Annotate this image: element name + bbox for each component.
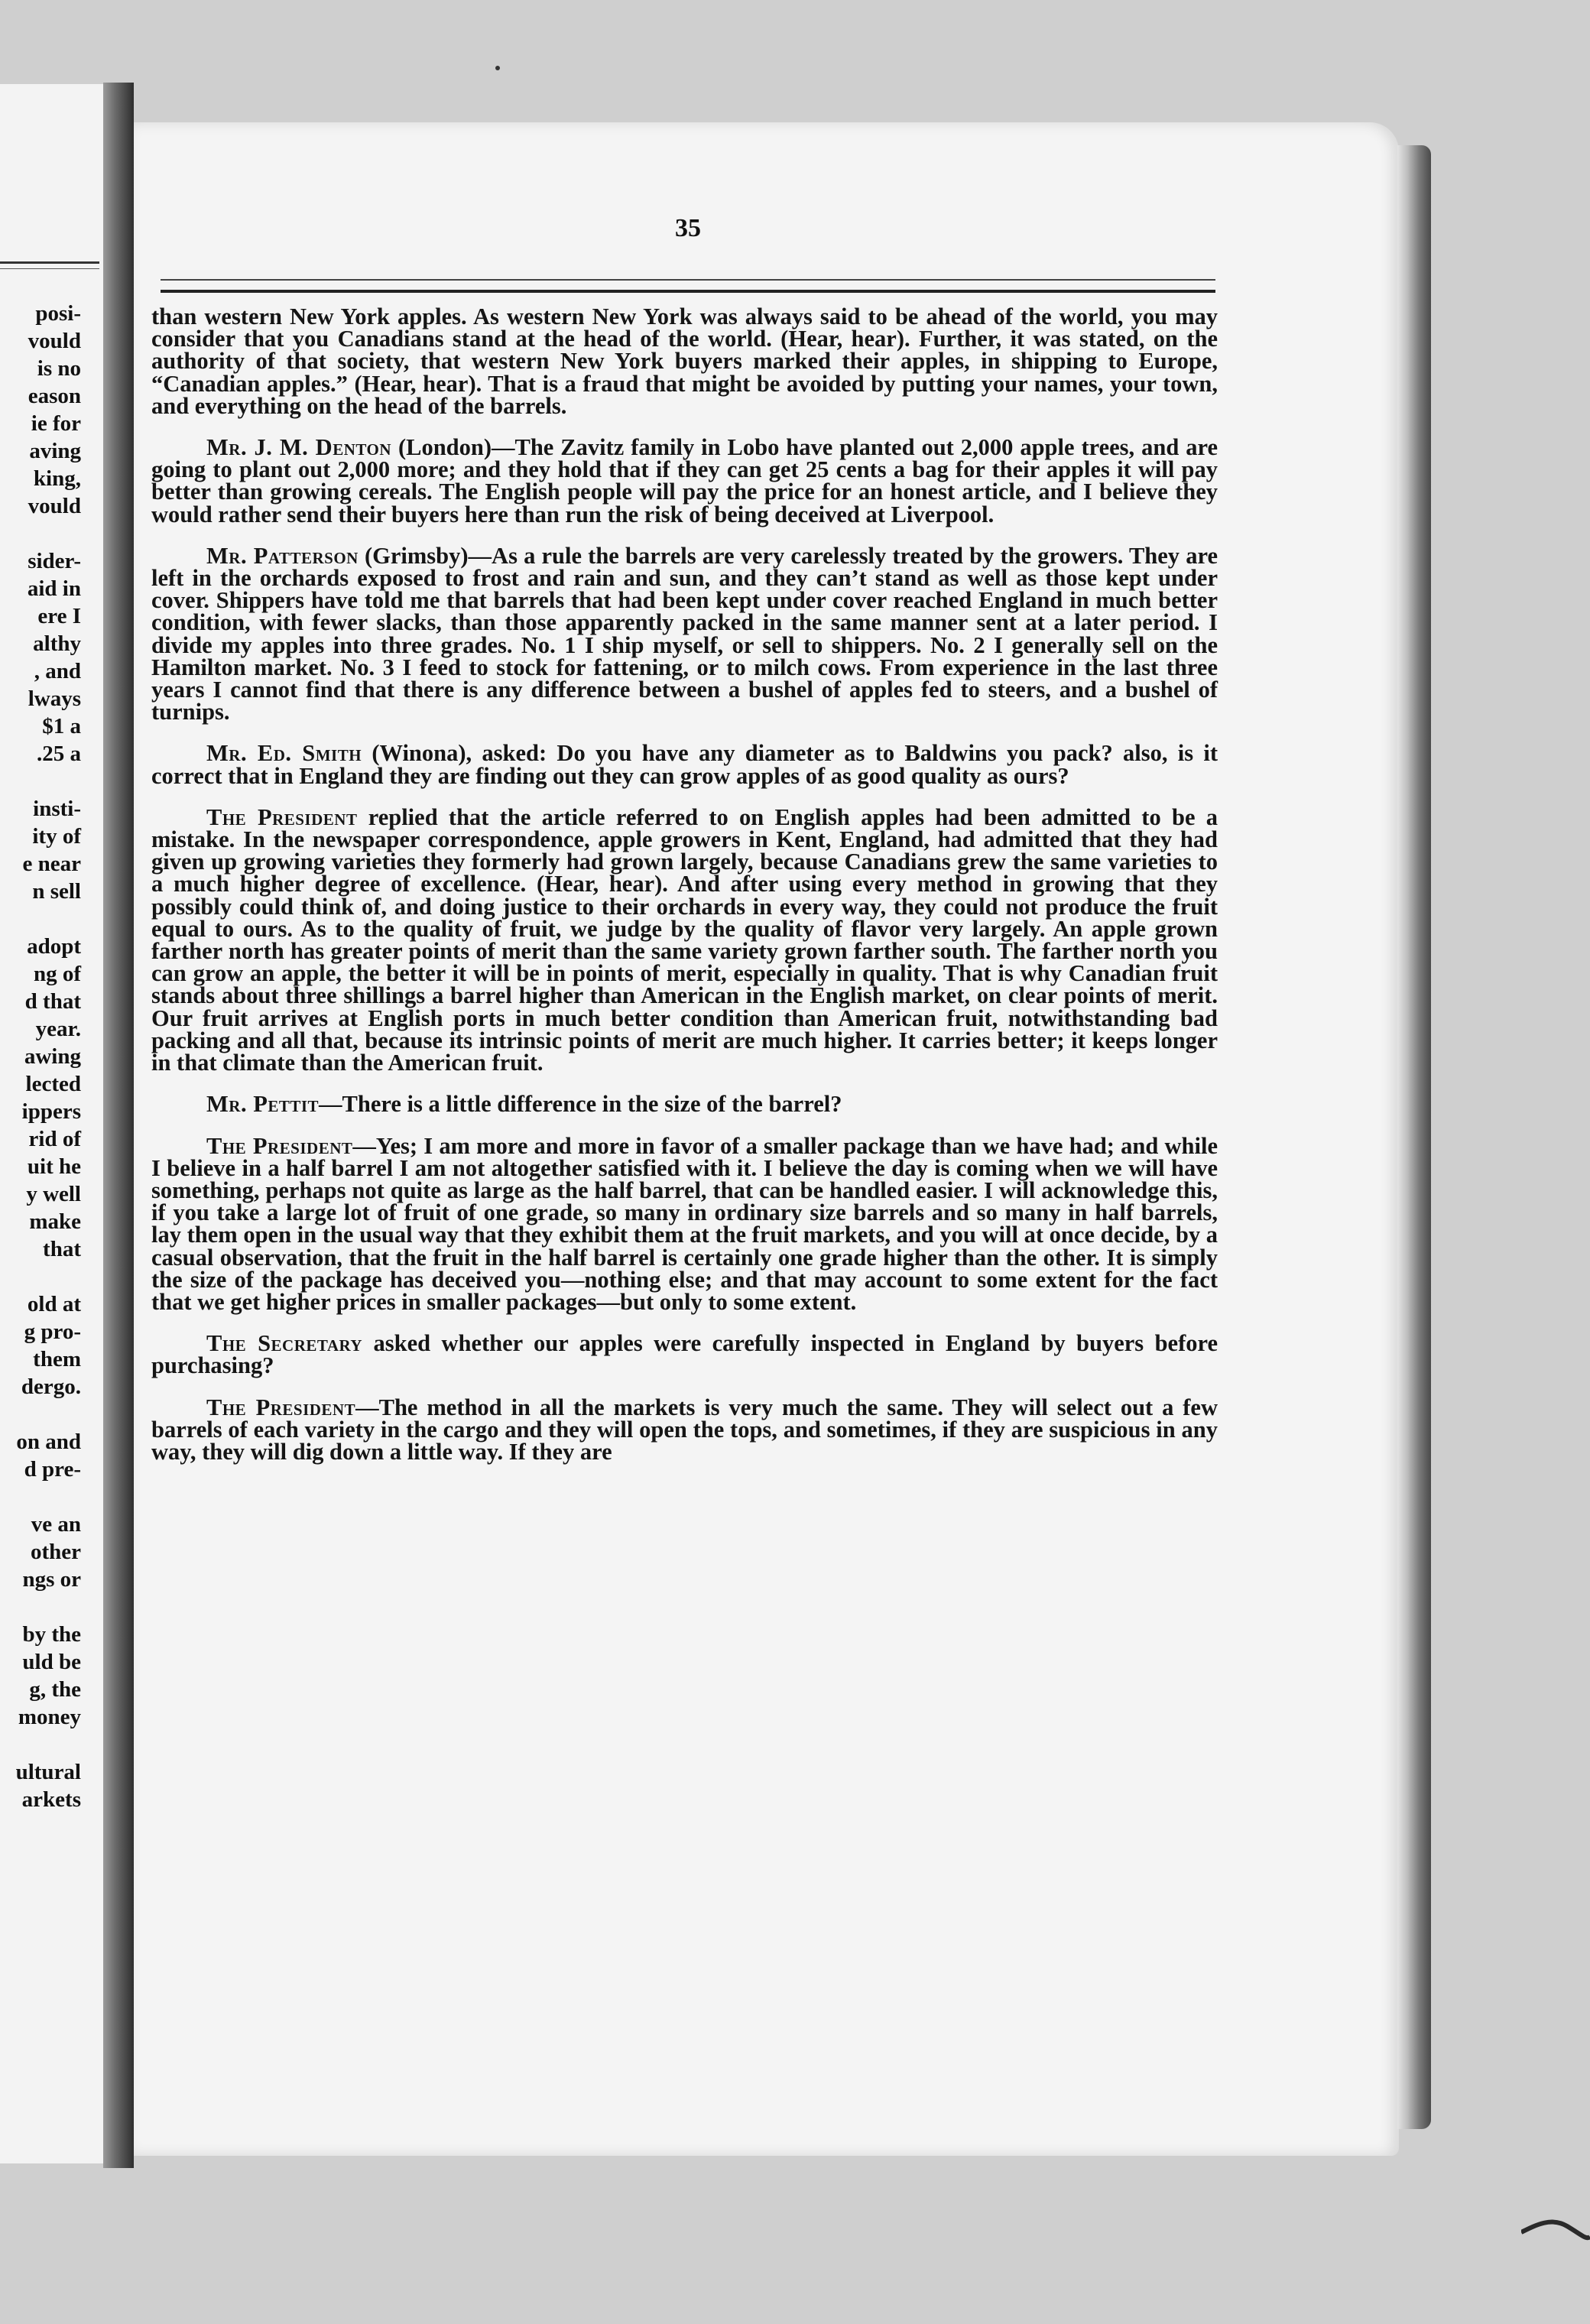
scan-artifact-mark — [1521, 2209, 1590, 2263]
paragraph — [151, 1132, 1218, 1315]
previous-page-line — [0, 768, 81, 795]
paragraph — [151, 1332, 1218, 1377]
previous-page-header-rule — [0, 261, 99, 269]
page-number: 35 — [675, 214, 701, 242]
previous-page-line: vould — [28, 329, 81, 353]
previous-page-line: althy — [33, 631, 81, 656]
paragraph-text: —Yes; I am more and more in favor of a smaller package than we have had; and while I believe in a half barrel I am not altogether satisfied with it. I believe the day is coming when we will have something, perhaps not quite as large as the half barrel, that can be handled easier. I will acknowledge this, if you take a large lot of fruit of one grade, so many in ordinary size barrels and so many in half barrels, lay them open in the usual way that they exhibit them at the fruit markets, and you will at once decide, by a casual observation, that the fruit in the half barrel is certainly one grade higher than the other. It is simply the size of the package has deceived you—nothing else; and that may account to some extent for the fact that we get higher prices in smaller packages—but only to some extent. — [151, 1132, 1218, 1315]
paragraph — [151, 1091, 1218, 1118]
previous-page-line: lected — [25, 1072, 81, 1096]
previous-page-line: rid of — [28, 1127, 81, 1151]
previous-page-text-column — [0, 300, 81, 1813]
previous-page-line — [0, 1401, 81, 1428]
previous-page-line: .25 a — [37, 742, 81, 766]
paragraph-text: asked whether our apples were carefully inspected in England by buyers before purchasing? — [151, 1330, 1218, 1379]
paragraph-text: (London)—The Zavitz family in Lobo have planted out 2,000 apple trees, and are going to plant out 2,000 more; and they hold that if they can get 25 cents a bag for their apples it will pay better than growing cereals. The English people will pay the price for an honest article, and I believe they would rather send their buyers here than run the risk of being deceived at Liverpool. — [151, 434, 1218, 527]
previous-page-line — [0, 1731, 81, 1758]
page-edge-shadow — [1397, 145, 1431, 2129]
previous-page-line: make — [29, 1209, 81, 1234]
previous-page-line: them — [33, 1347, 81, 1371]
previous-page-line: awing — [24, 1044, 81, 1069]
previous-page-line — [0, 1263, 81, 1290]
previous-page-line: uld be — [22, 1650, 81, 1674]
previous-page-line — [0, 520, 81, 547]
paragraph-text: (Winona), asked: Do you have any diameter as to Baldwins you pack? also, is it correct that in England they are finding out they can grow apples of as good quality as ours? — [151, 740, 1218, 789]
previous-page-fragment — [0, 84, 103, 2163]
previous-page-line — [0, 1593, 81, 1621]
previous-page-line: aving — [29, 439, 81, 463]
previous-page-line: lways — [28, 686, 81, 711]
previous-page-line: ere I — [37, 604, 81, 628]
previous-page-line: old at — [27, 1292, 81, 1316]
previous-page-line: posi- — [35, 301, 81, 326]
header-rule — [161, 279, 1215, 293]
paragraph — [151, 303, 1218, 419]
previous-page-line: uit he — [27, 1154, 81, 1179]
previous-page-line: $1 a — [42, 714, 81, 738]
previous-page-line: ng of — [33, 962, 81, 986]
page-body-text — [151, 303, 1218, 1465]
previous-page-line: insti- — [33, 797, 81, 821]
previous-page-line: eason — [28, 384, 81, 408]
speaker-name: Mr. Ed. Smith — [206, 740, 362, 767]
paragraph-text: —There is a little difference in the size of the barrel? — [319, 1091, 842, 1118]
paragraph — [151, 434, 1218, 527]
previous-page-line: king, — [33, 466, 81, 491]
previous-page-line: , and — [34, 659, 81, 683]
speaker-name: The President — [206, 1132, 353, 1159]
previous-page-line: ippers — [21, 1099, 81, 1124]
previous-page-line: adopt — [27, 934, 81, 959]
previous-page-line: dergo. — [21, 1375, 81, 1399]
paragraph-text: —The method in all the markets is very much the same. They will select out a few barrels of each variety in the cargo and they will open the tops, and sometimes, if they are suspicious in any way, they will dig down a little way. If they are — [151, 1394, 1218, 1465]
previous-page-line — [0, 905, 81, 933]
previous-page-line: year. — [35, 1017, 81, 1041]
speaker-name: The Secretary — [206, 1330, 363, 1357]
speaker-name: The President — [206, 803, 358, 830]
previous-page-line: that — [43, 1237, 81, 1261]
speaker-name: The President — [206, 1394, 356, 1420]
speaker-name: Mr. Patterson — [206, 542, 359, 569]
speaker-name: Mr. Pettit — [206, 1091, 320, 1118]
previous-page-line: ultural — [15, 1760, 81, 1784]
previous-page-line: sider- — [28, 549, 81, 573]
previous-page-line: ve an — [31, 1512, 81, 1537]
paragraph — [151, 542, 1218, 725]
speaker-name: Mr. J. M. Denton — [206, 434, 392, 461]
previous-page-line: aid in — [27, 576, 81, 601]
previous-page-line: d that — [24, 989, 81, 1014]
paragraph — [151, 1394, 1218, 1465]
previous-page-line: d pre- — [24, 1457, 81, 1482]
paragraph — [151, 742, 1218, 787]
previous-page-line: ity of — [32, 824, 81, 849]
previous-page-line: g, the — [29, 1677, 81, 1702]
book-spine-gutter — [103, 83, 134, 2168]
previous-page-line: by the — [22, 1622, 81, 1647]
previous-page-line: arkets — [21, 1787, 81, 1812]
previous-page-line: is no — [37, 356, 81, 381]
previous-page-line: y well — [26, 1182, 81, 1206]
previous-page-line: e near — [22, 852, 81, 876]
previous-page-line — [0, 1483, 81, 1511]
previous-page-line: vould — [28, 494, 81, 518]
previous-page-line: g pro- — [24, 1319, 81, 1344]
previous-page-line: on and — [16, 1430, 81, 1454]
paragraph-text: (Grimsby)—As a rule the barrels are very carelessly treated by the growers. They are left in the orchards exposed to frost and rain and sun, and they can’t stand as well as those kept under cover. Shippers have told me that barrels that had been kept under cover reached England in much better condition, with fewer slacks, than those apparently packed in the same manner sent at a later period. I divide my apples into three grades. No. 1 I ship myself, or sell to shippers. No. 2 I generally sell on the Hamilton market. No. 3 I feed to stock for fattening, or to milch cows. From experience in the last three years I cannot find that there is any difference between a bushel of apples fed to steers, and a bushel of turnips. — [151, 542, 1218, 725]
paragraph-text: than western New York apples. As western New York was always said to be ahead of the world, you may consider that you Canadians stand at the head of the world. (Hear, hear). Further, it was stated, on the authority of that society, that western New York buyers marked their apples, in shipping to Europe, “Canadian apples.” (Hear, hear). That is a fraud that might be avoided by putting your names, your town, and everything on the head of the barrels. — [151, 303, 1218, 419]
previous-page-line: ngs or — [22, 1567, 81, 1592]
previous-page-line: other — [30, 1540, 81, 1564]
paragraph — [151, 803, 1218, 1076]
paragraph-text: replied that the article referred to on English apples had been admitted to be a mistake. In the newspaper correspondence, apple growers in Kent, England, had admitted that they had given up growing varieties they formerly had grown largely, because Canadians grew the same varieties to a much higher degree of excellence. (Hear, hear). And after using every method in growing that they possibly could think of, and doing justice to their orchards in every way, they could not produce the fruit equal to ours. As to the quality of fruit, we judge by the quality of flavor very largely. An apple grown farther north has greater points of merit than the same variety grown farther south. The farther north you can grow an apple, the better it will be in points of merit, especially in quality. That is why Canadian fruit stands about three shillings a barrel higher than American in the English market, on clear points of merit. Our fruit arrives at English ports in much better condition than American fruit, notwithstanding bad packing and all that, because its intrinsic points of merit are much higher. It carries better; it keeps longer in that climate than the American fruit. — [151, 803, 1218, 1076]
previous-page-line: ie for — [31, 411, 81, 436]
previous-page-line: n sell — [32, 879, 81, 904]
previous-page-line: money — [18, 1705, 81, 1729]
scan-speck — [495, 66, 500, 70]
